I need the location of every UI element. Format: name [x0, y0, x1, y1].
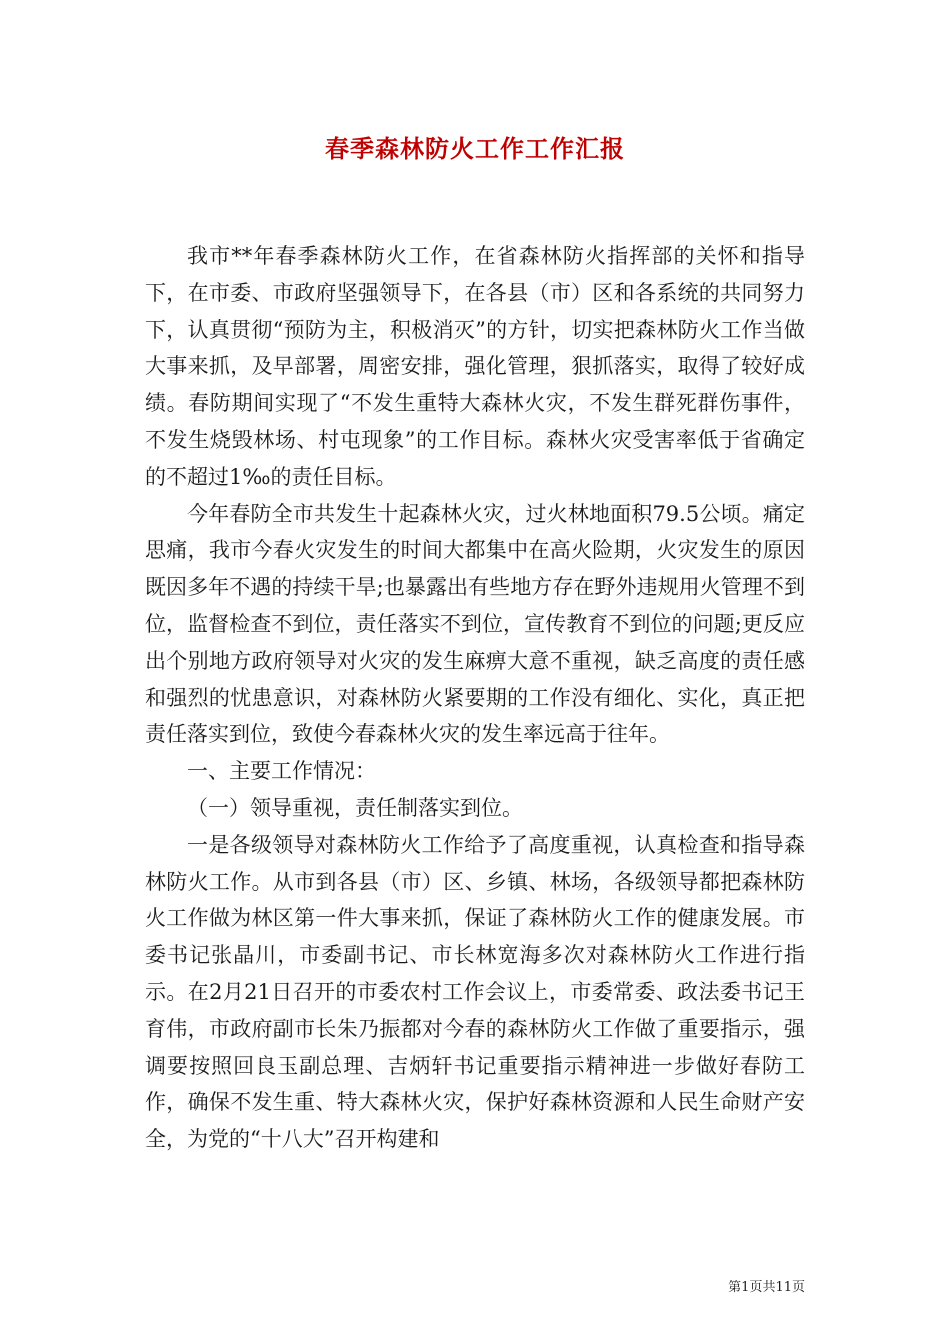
paragraph: 一是各级领导对森林防火工作给予了高度重视，认真检查和指导森林防火工作。从市到各县（市）区、乡镇、林场，各级领导都把森林防火工作做为林区第一件大事来抓，保证了森林防火工作的健康发展。市委书记张晶川，市委副书记、市长林宽海多次对森林防火工作进行指示。在2月21日召开的市委农村工作会议上，市委常委、政法委书记王育伟，市政府副市长朱乃振都对今春的森林防火工作做了重要指示，强调要按照回良玉副总理、吉炳轩书记重要指示精神进一步做好春防工作，确保不发生重、特大森林火灾，保护好森林资源和人民生命财产安全，为党的“十八大”召开构建和 [145, 832, 805, 1152]
paragraph: 今年春防全市共发生十起森林火灾，过火林地面积79.5公顷。痛定思痛，我市今春火灾发生的时间大都集中在高火险期，火灾发生的原因既因多年不遇的持续干旱;也暴露出有些地方存在野外违规用火管理不到位，监督检查不到位，责任落实不到位，宣传教育不到位的问题;更反应出个别地方政府领导对火灾的发生麻痹大意不重视，缺乏高度的责任感和强烈的忧患意识，对森林防火紧要期的工作没有细化、实化，真正把责任落实到位，致使今春森林火灾的发生率远高于往年。 [145, 501, 805, 747]
subsection-heading: （一）领导重视，责任制落实到位。 [187, 795, 523, 820]
paragraph: 我市**年春季森林防火工作，在省森林防火指挥部的关怀和指导下，在市委、市政府坚强领导下，在各县（市）区和各系统的共同努力下，认真贯彻“预防为主，积极消灭”的方针，切实把森林防火工作当做大事来抓，及早部署，周密安排，强化管理，狠抓落实，取得了较好成绩。春防期间实现了“不发生重特大森林火灾，不发生群死群伤事件，不发生烧毁林场、村屯现象”的工作目标。森林火灾受害率低于省确定的不超过1‰的责任目标。 [145, 244, 805, 489]
section-heading: 一、主要工作情况： [187, 759, 376, 784]
page-number: 第1页共11页 [728, 1280, 805, 1295]
document-title: 春季森林防火工作工作汇报 [325, 134, 625, 163]
document-body [145, 238, 805, 1158]
